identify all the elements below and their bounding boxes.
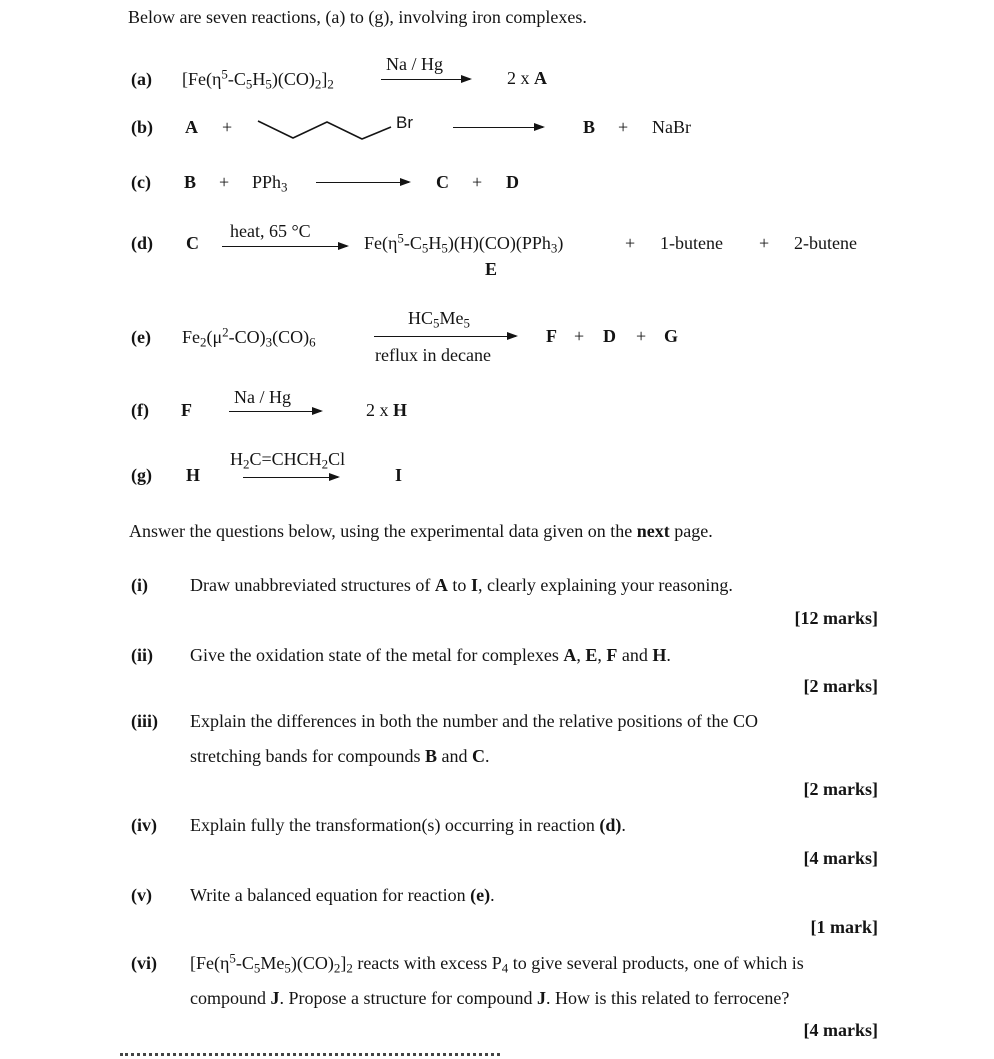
marks-label: [2 marks] <box>803 676 878 696</box>
question-number: (vi) <box>131 953 157 973</box>
butyl-chain-structure <box>255 112 395 146</box>
marks-label: [12 marks] <box>794 608 878 628</box>
question-text: Write a balanced equation for reaction (e). <box>190 885 495 905</box>
question-number: (iii) <box>131 711 158 731</box>
byproduct: NaBr <box>652 117 691 137</box>
product: D <box>506 172 519 192</box>
plus-sign: + <box>472 172 483 192</box>
product: F <box>546 326 557 346</box>
reaction-label: (g) <box>131 465 152 485</box>
question-text-line-1: Explain the differences in both the number and the relative positions of the CO <box>190 711 759 731</box>
product: B <box>583 117 596 137</box>
plus-sign: + <box>759 233 770 253</box>
marks-label: [4 marks] <box>803 848 878 868</box>
reaction-arrow <box>243 477 338 478</box>
question-number: (i) <box>131 575 148 595</box>
question-text: Draw unabbreviated structures of A to I, clearly explaining your reasoning. <box>190 575 733 595</box>
reaction-condition: $H_2C=CHCH_2Cl$ <box>230 449 346 472</box>
question-text-line-2: compound J. Propose a structure for compound J. How is this related to ferrocene? <box>190 988 790 1008</box>
question-text: Explain fully the transformation(s) occurring in reaction (d). <box>190 815 626 835</box>
product: 2 x A <box>507 68 547 88</box>
reaction-label: (a) <box>131 69 152 89</box>
reaction-arrow <box>453 127 543 128</box>
product: 2-butene <box>794 233 857 253</box>
plus-sign: + <box>219 172 230 192</box>
reactant-formula: $[Fe(\eta^5-C_5H_5)(CO)_2]_2$ <box>182 66 334 92</box>
reactant-formula: $Fe_2(\mu^2-CO)_3(CO)_6$ <box>182 324 316 350</box>
reactant: B <box>184 172 197 192</box>
marks-label: [1 mark] <box>810 917 878 937</box>
bromine-label: Br <box>396 113 413 132</box>
reaction-label: (d) <box>131 233 153 253</box>
question-text-line-1: $[Fe(\eta^5-C_5Me_5)(CO)_2]_2$ reacts with excess $P_4$ to give several products, one of which is <box>190 950 804 976</box>
reaction-arrow <box>229 411 321 412</box>
reaction-arrow <box>222 246 347 247</box>
question-number: (iv) <box>131 815 157 835</box>
plus-sign: + <box>618 117 629 137</box>
reaction-label: (b) <box>131 117 153 137</box>
reaction-label: (c) <box>131 172 151 192</box>
instructions-text: Answer the questions below, using the experimental data given on the next page. <box>129 521 713 541</box>
question-number: (ii) <box>131 645 153 665</box>
plus-sign: + <box>625 233 636 253</box>
product-formula: $Fe(\eta^5-C_5H_5)(H)(CO)(PPh_3)$ <box>364 230 564 256</box>
product: D <box>603 326 616 346</box>
question-number: (v) <box>131 885 152 905</box>
reactant: C <box>186 233 199 253</box>
product-label: E <box>485 259 498 279</box>
marks-label: [4 marks] <box>803 1020 878 1040</box>
reaction-condition-top: $HC_5Me_5$ <box>408 308 470 331</box>
reagent: PPh$_3$ <box>252 172 288 195</box>
reaction-condition: Na / Hg <box>234 387 291 407</box>
reactant: H <box>186 465 201 485</box>
reaction-condition-bottom: reflux in decane <box>375 345 491 365</box>
reaction-arrow <box>316 182 409 183</box>
product: 2 x H <box>366 400 408 420</box>
reaction-label: (e) <box>131 327 151 347</box>
plus-sign: + <box>636 326 647 346</box>
reaction-arrow <box>381 79 470 80</box>
intro-text: Below are seven reactions, (a) to (g), involving iron complexes. <box>128 7 587 27</box>
reaction-label: (f) <box>131 400 149 420</box>
question-text-line-2: stretching bands for compounds B and C. <box>190 746 490 766</box>
reactant: A <box>185 117 198 137</box>
question-text: Give the oxidation state of the metal for complexes A, E, F and H. <box>190 645 671 665</box>
plus-sign: + <box>574 326 585 346</box>
product: C <box>436 172 449 192</box>
marks-label: [2 marks] <box>803 779 878 799</box>
plus-sign: + <box>222 117 233 137</box>
cut-off-text-fragment <box>120 1053 500 1059</box>
product: G <box>664 326 679 346</box>
reaction-condition: Na / Hg <box>386 54 443 74</box>
reaction-arrow <box>374 336 516 337</box>
product: I <box>395 465 403 485</box>
reactant: F <box>181 400 192 420</box>
reaction-condition: heat, 65 °C <box>230 221 311 241</box>
product: 1-butene <box>660 233 723 253</box>
